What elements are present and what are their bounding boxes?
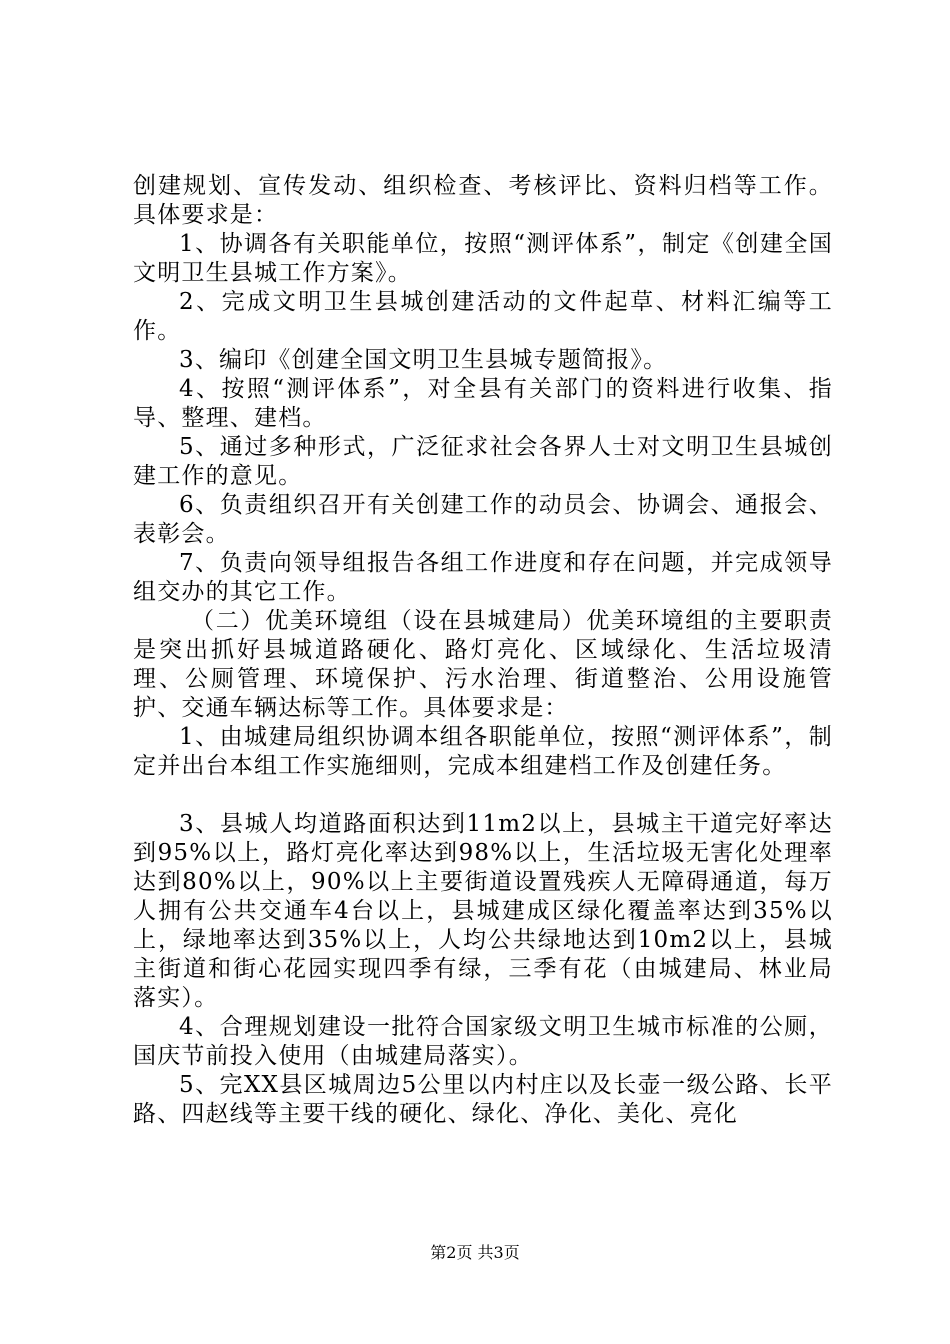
paragraph-env-item-4: 4、合理规划建设一批符合国家级文明卫生城市标准的公厕，国庆节前投入使用（由城建局落实）。: [133, 1014, 833, 1069]
paragraph-item-1: 1、协调各有关职能单位，按照“测评体系”，制定《创建全国文明卫生县城工作方案》。: [133, 231, 833, 286]
paragraph-section-2: （二）优美环境组（设在县城建局）优美环境组的主要职责是突出抓好县城道路硬化、路灯亮化、区域绿化、生活垃圾清理、公厕管理、环境保护、污水治理、街道整治、公用设施管护、交通车辆达标等工作。具体要求是：: [133, 608, 833, 721]
page-number-footer: 第2页 共3页: [430, 1243, 520, 1262]
document-body: [133, 172, 833, 1129]
paragraph-item-7: 7、负责向领导组报告各组工作进度和存在问题，并完成领导组交办的其它工作。: [133, 550, 833, 605]
paragraph-item-3: 3、编印《创建全国文明卫生县城专题简报》。: [179, 347, 668, 373]
paragraph-env-item-5: 5、完XX县区城周边5公里以内村庄以及长壶一级公路、长平路、四赵线等主要干线的硬化、绿化、净化、美化、亮化: [133, 1072, 833, 1127]
paragraph-env-item-1: 1、由城建局组织协调本组各职能单位，按照“测评体系”，制定并出台本组工作实施细则，完成本组建档工作及创建任务。: [133, 724, 833, 779]
paragraph-intro: 创建规划、宣传发动、组织检查、考核评比、资料归档等工作。具体要求是：: [133, 173, 833, 228]
paragraph-item-4: 4、按照“测评体系”，对全县有关部门的资料进行收集、指导、整理、建档。: [133, 376, 833, 431]
paragraph-item-2: 2、完成文明卫生县城创建活动的文件起草、材料汇编等工作。: [133, 289, 833, 344]
paragraph-env-item-3: 3、县城人均道路面积达到11m2以上，县城主干道完好率达到95%以上，路灯亮化率达到98%以上，生活垃圾无害化处理率达到80%以上，90%以上主要街道设置残疾人无障碍通道，每万人拥有公共交通车4台以上，县城建成区绿化覆盖率达到35%以上，绿地率达到35%以上，人均公共绿地达到10m2以上，县城主街道和街心花园实现四季有绿，三季有花（由城建局、林业局落实）。: [133, 811, 833, 1011]
paragraph-item-6: 6、负责组织召开有关创建工作的动员会、协调会、通报会、表彰会。: [133, 492, 833, 547]
paragraph-item-5: 5、通过多种形式，广泛征求社会各界人士对文明卫生县城创建工作的意见。: [133, 434, 833, 489]
paragraph-gap: [133, 781, 833, 810]
